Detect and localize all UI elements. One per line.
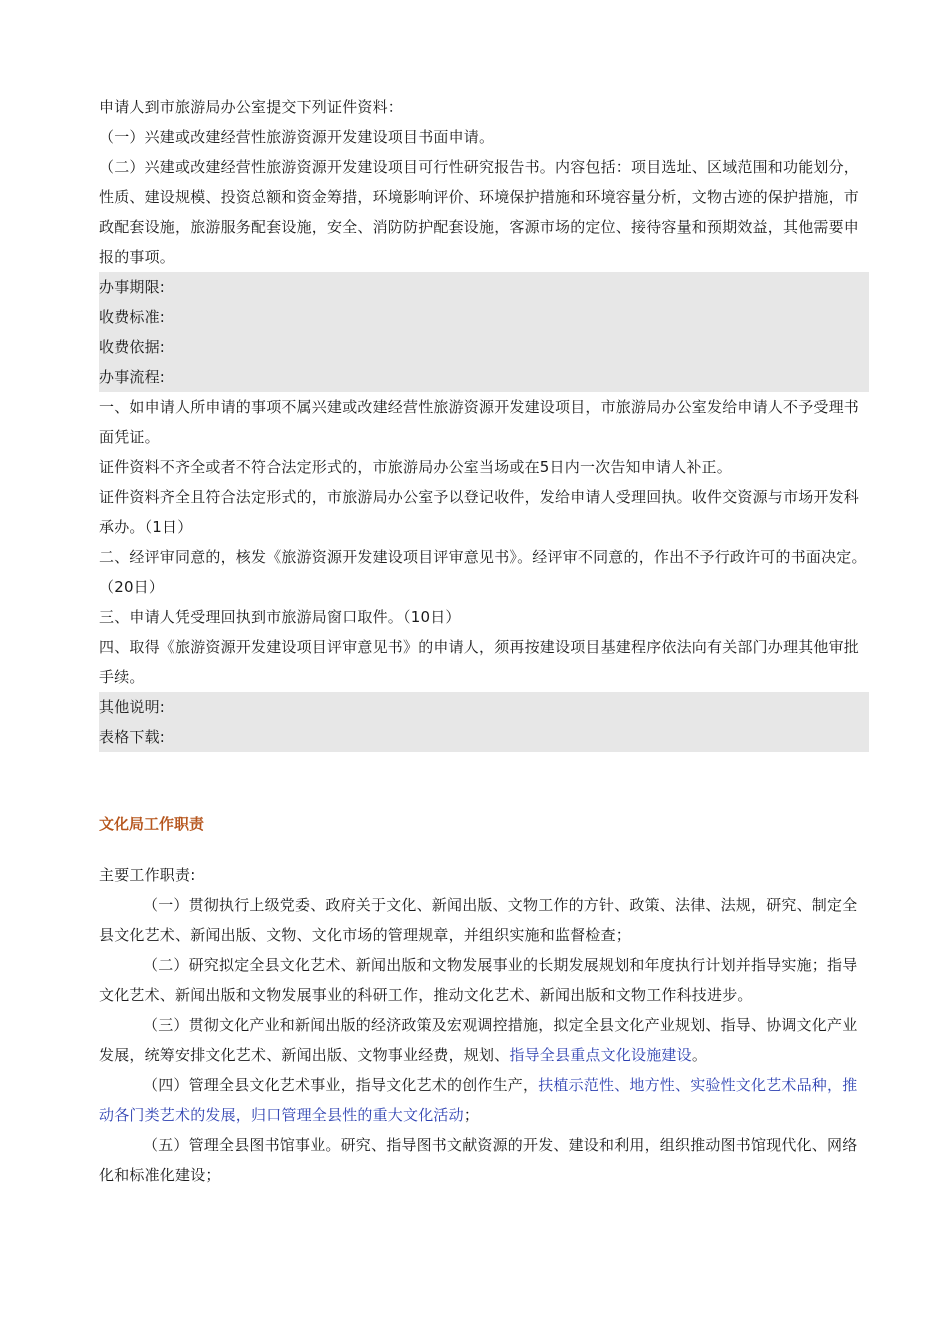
materials-intro: 申请人到市旅游局办公室提交下列证件资料： bbox=[99, 98, 404, 116]
field-fee-basis: 收费依据: bbox=[99, 338, 166, 356]
duty-5: （五）管理全县图书馆事业。研究、指导图书文献资源的开发、建设和利用，组织推动图书馆现代化、网络化和标准化建设； bbox=[99, 1136, 858, 1184]
duty-3-link[interactable]: 指导全县重点文化设施建设 bbox=[509, 1046, 692, 1064]
duty-2: （二）研究拟定全县文化艺术、新闻出版和文物发展事业的长期发展规划和年度执行计划并指导实施；指导文化艺术、新闻出版和文物发展事业的科研工作，推动文化艺术、新闻出版和文物工作科技进步。 bbox=[99, 956, 858, 1004]
duty-3-text: （三）贯彻文化产业和新闻出版的经济政策及宏观调控措施，拟定全县文化产业规划、指导、协调文化产业发展，统筹安排文化艺术、新闻出版、文物事业经费，规划、 bbox=[99, 1016, 858, 1064]
duty-4-text: （四）管理全县文化艺术事业，指导文化艺术的创作生产， bbox=[143, 1076, 539, 1094]
duty-3 bbox=[99, 1010, 869, 1070]
field-fee-standard: 收费标准: bbox=[99, 308, 166, 326]
process-step-1b: 证件资料不齐全或者不符合法定形式的，市旅游局办公室当场或在5日内一次告知申请人补正。 bbox=[99, 458, 732, 476]
duty-3-end: 。 bbox=[691, 1046, 708, 1064]
document-body bbox=[99, 92, 869, 1190]
duty-4 bbox=[99, 1070, 869, 1130]
process-step-2: 二、经评审同意的，核发《旅游资源开发建设项目评审意见书》。经评审不同意的，作出不予行政许可的书面决定。（20日） bbox=[99, 548, 867, 596]
heading-spacer bbox=[99, 836, 869, 860]
section-heading: 文化局工作职责 bbox=[99, 815, 205, 833]
field-process: 办事流程: bbox=[99, 368, 166, 386]
duties-intro: 主要工作职责: bbox=[99, 866, 196, 884]
field-period: 办事期限: bbox=[99, 278, 166, 296]
field-form-download: 表格下载: bbox=[99, 728, 166, 746]
duty-4-end: ； bbox=[463, 1106, 480, 1124]
field-other-notes: 其他说明: bbox=[99, 698, 166, 716]
materials-item-2: （二）兴建或改建经营性旅游资源开发建设项目可行性研究报告书。内容包括：项目选址、区域范围和功能划分，性质、建设规模、投资总额和资金筹措，环境影响评价、环境保护措施和环境容量分析，文物古迹的保护措施，市政配套设施，旅游服务配套设施，安全、消防防护配套设施，客源市场的定位、接待容量和预期效益，其他需要申报的事项。 bbox=[99, 158, 860, 266]
process-step-1c: 证件资料齐全且符合法定形式的，市旅游局办公室予以登记收件，发给申请人受理回执。收件交资源与市场开发科承办。（1日） bbox=[99, 488, 860, 536]
section-spacer bbox=[99, 752, 869, 812]
process-step-1: 一、如申请人所申请的事项不属兴建或改建经营性旅游资源开发建设项目，市旅游局办公室发给申请人不予受理书面凭证。 bbox=[99, 398, 860, 446]
process-step-4: 四、取得《旅游资源开发建设项目评审意见书》的申请人，须再按建设项目基建程序依法向有关部门办理其他审批手续。 bbox=[99, 638, 860, 686]
materials-item-1: （一）兴建或改建经营性旅游资源开发建设项目书面申请。 bbox=[99, 128, 495, 146]
duty-4-link[interactable]: 扶植示范性、地方性、实验性文化艺术品种，推动各门类艺术的发展，归口管理全县性的重大文化活动 bbox=[99, 1076, 858, 1124]
duty-1: （一）贯彻执行上级党委、政府关于文化、新闻出版、文物工作的方针、政策、法律、法规，研究、制定全县文化艺术、新闻出版、文物、文化市场的管理规章，并组织实施和监督检查； bbox=[99, 896, 858, 944]
extra-fields-block bbox=[99, 692, 869, 752]
process-step-3: 三、申请人凭受理回执到市旅游局窗口取件。（10日） bbox=[99, 608, 461, 626]
info-fields-block bbox=[99, 272, 869, 392]
